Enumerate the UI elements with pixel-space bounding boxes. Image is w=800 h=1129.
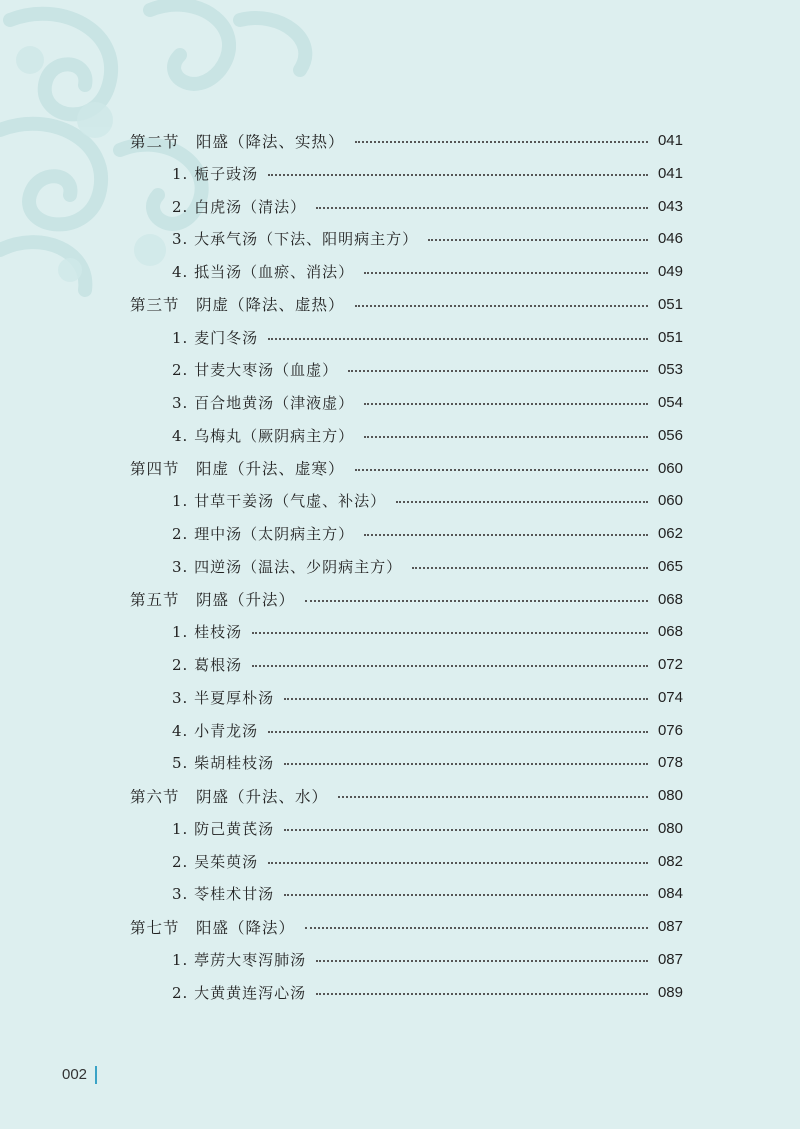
toc-entry-title: 2. 甘麦大枣汤（血虚） <box>172 361 339 380</box>
toc-item-entry[interactable] <box>172 190 683 223</box>
toc-entry-title: 1. 甘草干姜汤（气虚、补法） <box>172 492 387 511</box>
toc-item-entry[interactable] <box>172 943 683 976</box>
dot-leader <box>364 403 648 405</box>
toc-entry-page: 046 <box>657 230 683 248</box>
toc-entry-page: 041 <box>657 164 683 182</box>
dot-leader <box>284 698 648 700</box>
dot-leader <box>412 567 648 569</box>
toc-item-entry[interactable] <box>172 877 683 910</box>
toc-entry-page: 087 <box>657 950 683 968</box>
dot-leader <box>284 894 648 896</box>
toc-entry-page: 089 <box>657 983 683 1001</box>
dot-leader <box>284 763 648 765</box>
toc-entry-title: 5. 柴胡桂枝汤 <box>172 754 275 773</box>
toc-entry-page: 065 <box>657 557 683 575</box>
toc-entry-page: 068 <box>657 623 683 641</box>
toc-entry-title: 1. 葶苈大枣泻肺汤 <box>172 950 307 969</box>
toc-entry-title: 1. 防己黄芪汤 <box>172 819 275 838</box>
toc-entry-title: 2. 吴茱萸汤 <box>172 852 259 871</box>
dot-leader <box>268 174 648 176</box>
dot-leader <box>428 239 648 241</box>
toc-entry-page: 051 <box>657 295 683 313</box>
toc-entry-page: 043 <box>657 197 683 215</box>
toc-entry-title: 第三节 阴虚（降法、虚热） <box>130 296 345 315</box>
toc-entry-page: 076 <box>657 721 683 739</box>
dot-leader <box>348 370 648 372</box>
dot-leader <box>252 632 648 634</box>
toc-entry-title: 3. 大承气汤（下法、阳明病主方） <box>172 230 419 249</box>
toc-entry-title: 第五节 阴盛（升法） <box>130 591 296 609</box>
toc-item-entry[interactable] <box>172 681 683 714</box>
toc-entry-title: 第七节 阳盛（降法） <box>130 918 296 937</box>
toc-entry-title: 4. 小青龙汤 <box>172 721 259 740</box>
dot-leader <box>252 665 648 667</box>
toc-item-entry[interactable] <box>172 714 683 747</box>
dot-leader <box>355 141 648 143</box>
dot-leader <box>316 960 648 962</box>
toc-section-entry[interactable] <box>130 124 683 157</box>
toc-item-entry[interactable] <box>172 353 683 386</box>
toc-entry-title: 第二节 阳盛（降法、实热） <box>130 132 345 151</box>
toc-section-entry[interactable] <box>130 583 683 616</box>
dot-leader <box>364 272 648 274</box>
toc-item-entry[interactable] <box>172 615 683 648</box>
toc-entry-title: 4. 乌梅丸（厥阴病主方） <box>172 426 355 445</box>
toc-entry-title: 2. 葛根汤 <box>172 656 243 674</box>
toc-entry-page: 041 <box>657 132 683 149</box>
toc-entry-title: 2. 白虎汤（清法） <box>172 197 307 216</box>
toc-section-entry[interactable] <box>130 910 683 943</box>
toc-entry-page: 054 <box>657 394 683 411</box>
dot-leader <box>305 927 648 929</box>
toc-entry-title: 3. 苓桂术甘汤 <box>172 885 275 904</box>
toc-item-entry[interactable] <box>172 222 683 255</box>
toc-entry-title: 3. 百合地黄汤（津液虚） <box>172 394 355 412</box>
toc-item-entry[interactable] <box>172 419 683 452</box>
toc-section-entry[interactable] <box>130 288 683 321</box>
page-number: 002 <box>62 1066 97 1084</box>
toc-item-entry[interactable] <box>172 648 683 681</box>
dot-leader <box>364 534 648 536</box>
toc-entry-title: 2. 大黄黄连泻心汤 <box>172 983 307 1002</box>
dot-leader <box>355 469 648 471</box>
toc-entry-title: 第六节 阴盛（升法、水） <box>130 787 329 806</box>
toc-entry-page: 082 <box>657 852 683 870</box>
toc-item-entry[interactable] <box>172 321 683 354</box>
dot-leader <box>364 436 648 438</box>
toc-item-entry[interactable] <box>172 812 683 845</box>
toc-entry-page: 078 <box>657 754 683 772</box>
toc-entry-page: 060 <box>657 492 683 510</box>
toc-entry-title: 1. 麦门冬汤 <box>172 328 259 347</box>
toc-entry-title: 2. 理中汤（太阴病主方） <box>172 525 355 543</box>
dot-leader <box>355 305 648 307</box>
toc-entry-title: 3. 四逆汤（温法、少阴病主方） <box>172 557 403 576</box>
toc-entry-title: 3. 半夏厚朴汤 <box>172 688 275 707</box>
dot-leader <box>338 796 648 798</box>
toc-item-entry[interactable] <box>172 157 683 190</box>
toc-item-entry[interactable] <box>172 484 683 517</box>
toc-entry-page: 062 <box>657 525 683 542</box>
toc-entry-page: 060 <box>657 459 683 477</box>
dot-leader <box>305 600 648 602</box>
toc-entry-page: 068 <box>657 590 683 608</box>
toc-entry-page: 053 <box>657 361 683 379</box>
toc-item-entry[interactable] <box>172 386 683 419</box>
toc-entry-page: 056 <box>657 426 683 444</box>
toc-item-entry[interactable] <box>172 976 683 1009</box>
toc-entry-page: 080 <box>657 819 683 837</box>
toc-entry-page: 049 <box>657 263 683 280</box>
toc-entry-page: 080 <box>657 787 683 804</box>
dot-leader <box>268 731 648 733</box>
toc-entry-title: 1. 桂枝汤 <box>172 623 243 642</box>
toc-entry-title: 4. 抵当汤（血瘀、消法） <box>172 263 355 281</box>
toc-section-entry[interactable] <box>130 779 683 812</box>
toc-item-entry[interactable] <box>172 550 683 583</box>
dot-leader <box>316 207 648 209</box>
dot-leader <box>396 501 648 503</box>
toc-item-entry[interactable] <box>172 517 683 550</box>
toc-entry-title: 第四节 阳虚（升法、虚寒） <box>130 460 345 478</box>
toc-entry-page: 051 <box>657 328 683 346</box>
dot-leader <box>268 338 648 340</box>
dot-leader <box>284 829 648 831</box>
toc-entry-page: 084 <box>657 885 683 903</box>
toc-entry-page: 072 <box>657 656 683 673</box>
toc-item-entry[interactable] <box>172 255 683 288</box>
toc-section-entry[interactable] <box>130 452 683 485</box>
toc-entry-page: 074 <box>657 688 683 706</box>
toc-entry-page: 087 <box>657 918 683 935</box>
toc-entry-title: 1. 栀子豉汤 <box>172 164 259 183</box>
toc-item-entry[interactable] <box>172 746 683 779</box>
dot-leader <box>316 993 648 995</box>
toc-item-entry[interactable] <box>172 845 683 878</box>
dot-leader <box>268 862 648 864</box>
